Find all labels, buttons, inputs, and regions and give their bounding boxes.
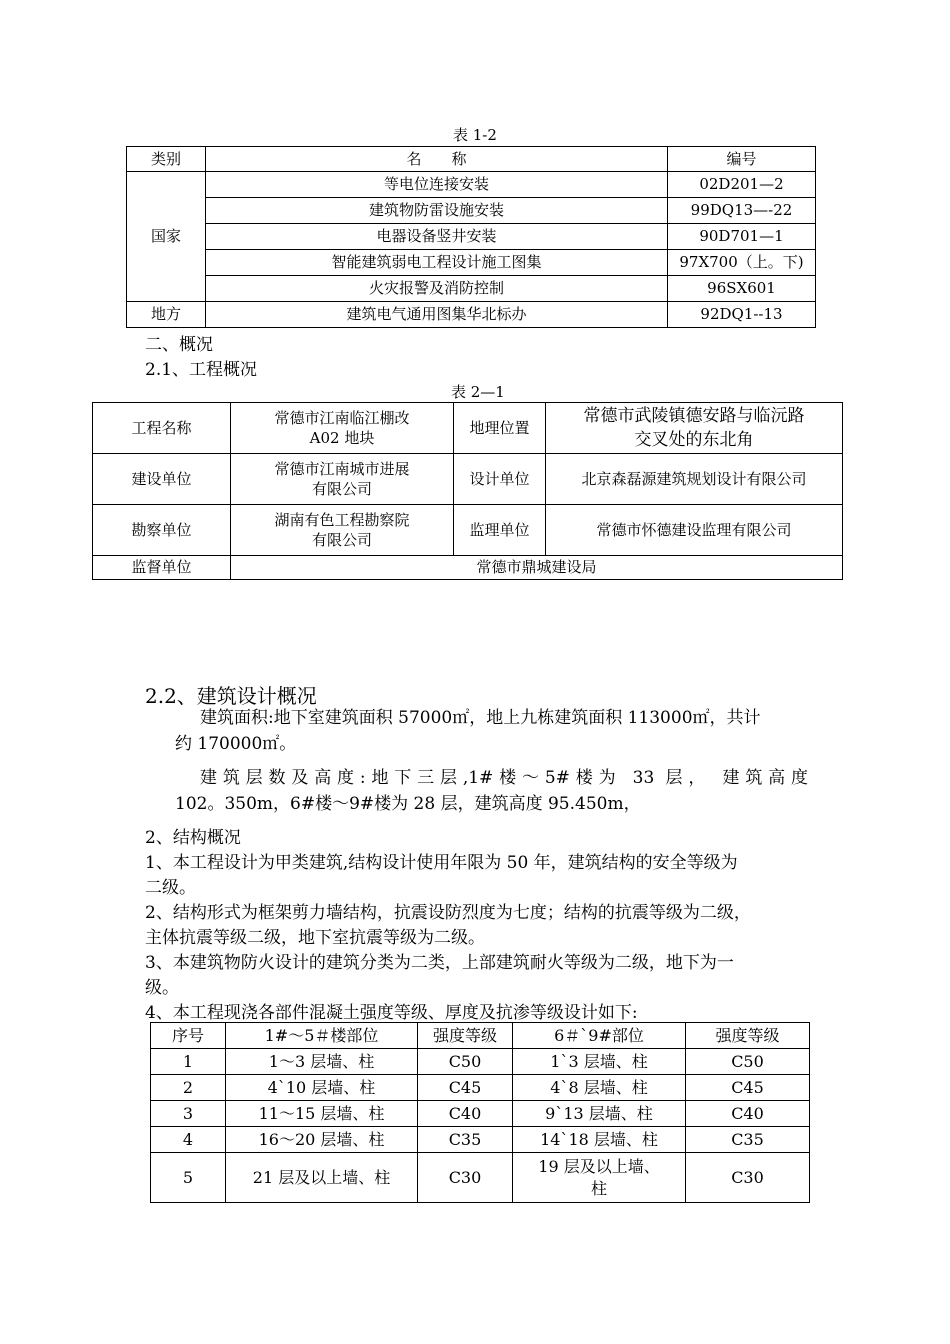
grade-2: C40 (686, 1101, 810, 1127)
table2-caption: 表 2—1 (451, 383, 505, 401)
standard-code: 90D701—1 (668, 224, 816, 250)
header-code: 编号 (668, 147, 816, 172)
label-supervisor: 监理单位 (454, 505, 546, 556)
label-owner: 建设单位 (93, 454, 231, 505)
part-1: 21 层及以上墙、柱 (226, 1153, 418, 1203)
value-supervisor: 常德市怀德建设监理有限公司 (546, 505, 843, 556)
label-designer: 设计单位 (454, 454, 546, 505)
grade-2: C45 (686, 1075, 810, 1101)
label-location: 地理位置 (454, 403, 546, 454)
grade-1: C50 (418, 1049, 513, 1075)
structure-item-2-line1: 2、结构形式为框架剪力墙结构，抗震设防烈度为七度；结构的抗震等级为二级， (145, 903, 751, 923)
value-designer: 北京森磊源建筑规划设计有限公司 (546, 454, 843, 505)
standards-table (126, 146, 816, 328)
structure-item-2-line2: 主体抗震等级二级，地下室抗震等级为二级。 (145, 928, 485, 948)
structure-item-4: 4、本工程现浇各部件混凝土强度等级、厚度及抗渗等级设计如下: (145, 1003, 638, 1023)
area-paragraph-line1: 建筑面积:地下室建筑面积 57000㎡，地上九栋建筑面积 113000㎡，共计 (200, 708, 761, 728)
standard-code: 02D201—2 (668, 172, 816, 198)
part-1: 4`10 层墙、柱 (226, 1075, 418, 1101)
part-2: 4`8 层墙、柱 (513, 1075, 686, 1101)
header-category: 类别 (127, 147, 206, 172)
section-overview-title: 二、概况 (145, 335, 213, 355)
row-no: 5 (151, 1153, 226, 1203)
value-project-name: 常德市江南临江棚改 A02 地块 (231, 403, 454, 454)
category-national: 国家 (127, 172, 206, 302)
label-survey: 勘察单位 (93, 505, 231, 556)
row-no: 3 (151, 1101, 226, 1127)
part-2: 19 层及以上墙、 柱 (513, 1153, 686, 1203)
standard-code: 99DQ13—-22 (668, 198, 816, 224)
project-info-table (92, 402, 843, 580)
part-1: 16～20 层墙、柱 (226, 1127, 418, 1153)
row-no: 1 (151, 1049, 226, 1075)
structure-item-1-line2: 二级。 (145, 878, 196, 898)
structure-title: 2、结构概况 (145, 828, 241, 848)
label-project-name: 工程名称 (93, 403, 231, 454)
structure-item-1-line1: 1、本工程设计为甲类建筑,结构设计使用年限为 50 年，建筑结构的安全等级为 (145, 853, 738, 873)
section-architecture-title: 2.2、建筑设计概况 (145, 684, 317, 708)
standard-name: 等电位连接安装 (206, 172, 668, 198)
part-2: 1`3 层墙、柱 (513, 1049, 686, 1075)
grade-1: C45 (418, 1075, 513, 1101)
grade-2: C50 (686, 1049, 810, 1075)
standard-name: 智能建筑弱电工程设计施工图集 (206, 250, 668, 276)
row-no: 2 (151, 1075, 226, 1101)
area-paragraph-line2: 约 170000㎡。 (175, 734, 297, 754)
part-2: 9`13 层墙、柱 (513, 1101, 686, 1127)
value-owner: 常德市江南城市进展 有限公司 (231, 454, 454, 505)
row-no: 4 (151, 1127, 226, 1153)
grade-1: C30 (418, 1153, 513, 1203)
floors-paragraph-line2: 102。350m，6#楼～9#楼为 28 层，建筑高度 95.450m， (175, 794, 641, 814)
grade-1: C40 (418, 1101, 513, 1127)
structure-item-3-line2: 级。 (145, 978, 179, 998)
table1-caption: 表 1-2 (453, 126, 497, 144)
header-part-2: 6＃`9#部位 (513, 1023, 686, 1049)
value-survey: 湖南有色工程勘察院 有限公司 (231, 505, 454, 556)
part-1: 1～3 层墙、柱 (226, 1049, 418, 1075)
label-oversight: 监督单位 (93, 556, 231, 580)
floors-paragraph-line1: 建筑层数及高度:地下三层,1#楼～5#楼为 33 层， 建筑高度 (200, 768, 808, 788)
part-1: 11～15 层墙、柱 (226, 1101, 418, 1127)
concrete-grade-table (150, 1022, 810, 1203)
category-local: 地方 (127, 302, 206, 328)
part-2: 14`18 层墙、柱 (513, 1127, 686, 1153)
value-location: 常德市武陵镇德安路与临沅路 交叉处的东北角 (546, 403, 843, 454)
header-no: 序号 (151, 1023, 226, 1049)
structure-item-3-line1: 3、本建筑物防火设计的建筑分类为二类，上部建筑耐火等级为二级，地下为一 (145, 953, 734, 973)
standard-name: 建筑物防雷设施安装 (206, 198, 668, 224)
header-grade-1: 强度等级 (418, 1023, 513, 1049)
value-oversight: 常德市鼎城建设局 (231, 556, 843, 580)
header-part-1: 1#～5＃楼部位 (226, 1023, 418, 1049)
standard-name: 建筑电气通用图集华北标办 (206, 302, 668, 328)
standard-code: 92DQ1--13 (668, 302, 816, 328)
section-project-overview-title: 2.1、工程概况 (145, 360, 258, 380)
grade-2: C35 (686, 1127, 810, 1153)
standard-code: 97X700（上。下) (668, 250, 816, 276)
grade-2: C30 (686, 1153, 810, 1203)
standard-name: 电器设备竖井安装 (206, 224, 668, 250)
standard-code: 96SX601 (668, 276, 816, 302)
header-name: 名 称 (206, 147, 668, 172)
header-grade-2: 强度等级 (686, 1023, 810, 1049)
grade-1: C35 (418, 1127, 513, 1153)
standard-name: 火灾报警及消防控制 (206, 276, 668, 302)
